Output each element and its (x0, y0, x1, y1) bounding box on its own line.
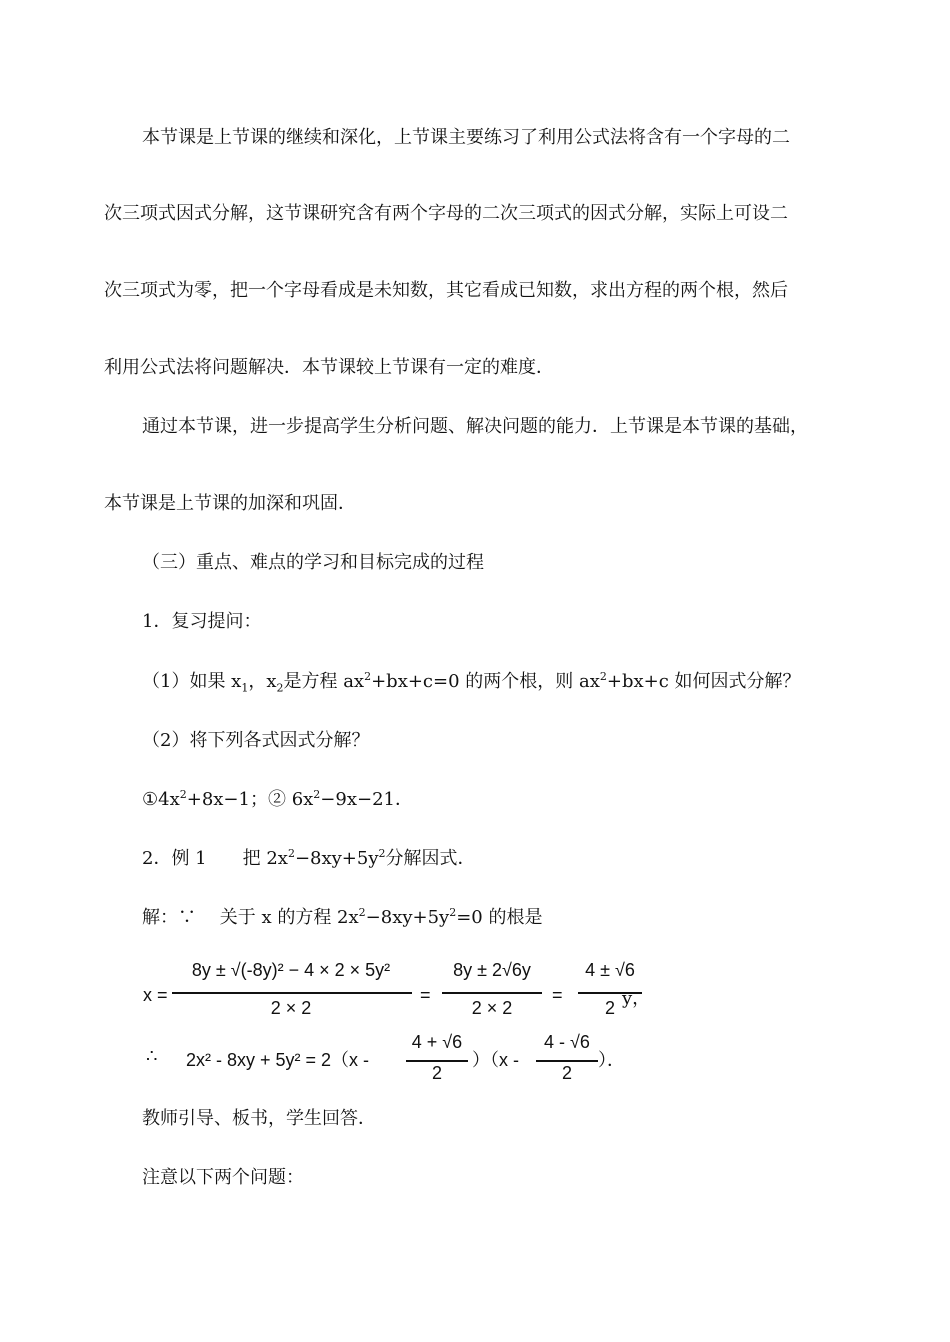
fraction-bar (172, 992, 412, 994)
paragraph-line: 利用公式法将问题解决．本节课较上节课有一定的难度． (104, 357, 554, 378)
exponent: 2 (378, 847, 386, 860)
exponent: 2 (358, 906, 366, 919)
paragraph-line: 次三项式为零，把一个字母看成是未知数，其它看成已知数，求出方程的两个根，然后 (104, 280, 788, 301)
exponent: 2 (287, 847, 295, 860)
fraction-numerator: 4 ± √6 (585, 960, 635, 980)
example-1-title (142, 847, 476, 871)
subscript: 1 (241, 681, 249, 695)
text-run: ①4x (142, 789, 180, 810)
text-run: =0 的根是 (456, 907, 543, 928)
attention-note: 注意以下两个问题： (142, 1167, 304, 1188)
review-exercises (142, 788, 413, 812)
text-run: ，x (248, 671, 277, 692)
exponent: 2 (313, 788, 321, 801)
formula-lhs: x = (143, 985, 168, 1005)
formula-tail: ）． (598, 1050, 625, 1070)
equals-sign: = (420, 985, 431, 1005)
exponent: 2 (364, 670, 372, 683)
paragraph-line: 本节课是上节课的加深和巩固． (104, 493, 356, 514)
review-title: 1．复习提问： (142, 611, 262, 632)
paragraph-line: 次三项式因式分解，这节课研究含有两个字母的二次三项式的因式分解，实际上可设二 (104, 203, 788, 224)
text-run: −8xy+5y (365, 907, 450, 928)
fraction-denominator: 2 (431, 1063, 442, 1083)
exponent: 2 (599, 670, 607, 683)
fraction-bar (406, 1060, 468, 1062)
text-run: （1）如果 x (142, 671, 242, 692)
fraction-denominator: 2 × 2 (270, 998, 312, 1018)
therefore-symbol: ∴ (146, 1046, 158, 1067)
text-run: 分解因式． (385, 848, 476, 869)
subscript: 2 (276, 681, 284, 695)
text-run: +bx+c 如何因式分解？ (606, 671, 801, 692)
review-question-1 (142, 670, 801, 694)
fraction-denominator: 2 × 2 (471, 998, 513, 1018)
teacher-note: 教师引导、板书，学生回答． (142, 1108, 376, 1129)
fraction-bar (536, 1060, 598, 1062)
text-run: +bx+c=0 的两个根，则 ax (371, 671, 600, 692)
exponent: 2 (449, 906, 457, 919)
solution-intro (142, 906, 542, 930)
text-run: 2．例 1 把 2x (142, 848, 288, 869)
text-run: 是方程 ax (283, 671, 365, 692)
fraction-bar (442, 992, 542, 994)
paragraph-line: 本节课是上节课的继续和深化，上节课主要练习了利用公式法将含有一个字母的二 (142, 127, 790, 148)
fraction-numerator: 8y ± √(-8y)² − 4 × 2 × 5y² (191, 960, 391, 980)
section-heading: （三）重点、难点的学习和目标完成的过程 (142, 552, 484, 573)
formula-lhs: 2x² - 8xy + 5y² = 2（x - (186, 1050, 370, 1070)
fraction-denominator: 2 (604, 998, 615, 1018)
formula-middle: ）（x - (472, 1050, 519, 1070)
text-run: 解：∵ 关于 x 的方程 2x (142, 907, 359, 928)
fraction-numerator: 8y ± 2√6y (453, 960, 531, 980)
equals-sign: = (552, 985, 563, 1005)
review-question-2: （2）将下列各式因式分解？ (142, 730, 370, 751)
paragraph-line: 通过本节课，进一步提高学生分析问题、解决问题的能力．上节课是本节课的基础， (142, 416, 808, 437)
fraction-numerator: 4 - √6 (544, 1032, 590, 1052)
fraction-denominator: 2 (561, 1063, 572, 1083)
text-run: −9x−21． (320, 789, 413, 810)
fraction-numerator: 4 + √6 (411, 1032, 463, 1052)
text-run: +8x−1；② 6x (186, 789, 314, 810)
exponent: 2 (179, 788, 187, 801)
formula-tail: y， (622, 988, 651, 1009)
text-run: −8xy+5y (294, 848, 379, 869)
